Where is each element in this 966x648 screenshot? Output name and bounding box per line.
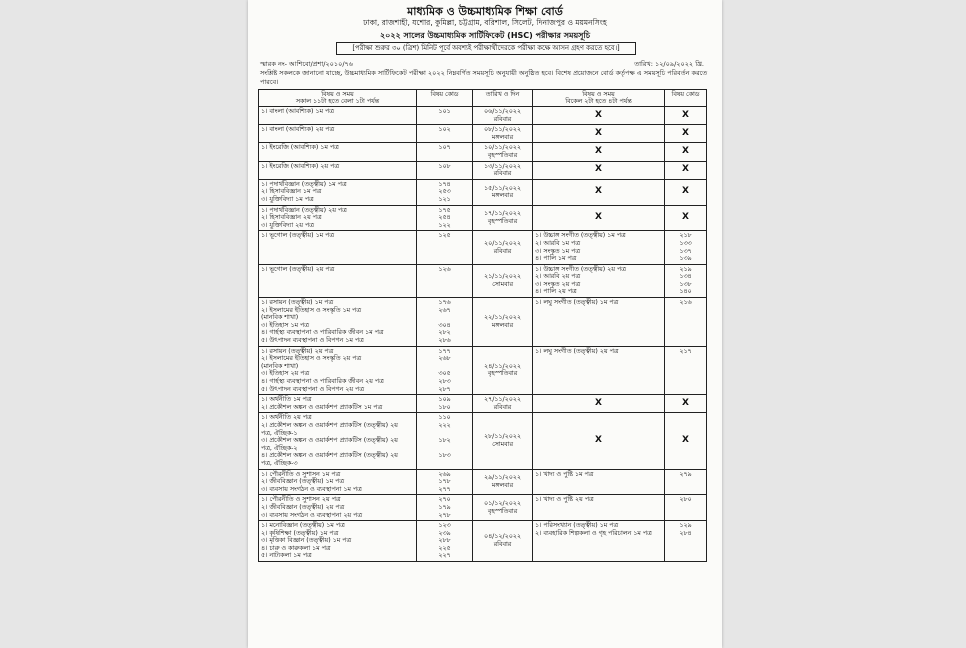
subject-code: ১৭৫ <box>438 206 451 214</box>
subject-code: ২৭৯ <box>679 470 692 478</box>
afternoon-subjects <box>533 346 665 395</box>
subject-code: ১২৫ <box>438 232 451 240</box>
subject-code: ২১৯ <box>679 265 692 273</box>
subject-line: ৪। প্রকৌশল অঙ্কন ও ওয়ার্কশপ প্র্যাকটিস (তত্ত্বীয়) ২য় <box>261 452 398 460</box>
subject-line: ৫। নাট্যকলা ১ম পত্র <box>261 552 312 560</box>
exam-day: মঙ্গলবার <box>491 481 514 489</box>
subject-code: ২৭০ <box>438 496 451 504</box>
exam-date: ২৪/১১/২০২২ <box>484 362 521 370</box>
exam-date: ১০/১১/২০২২ <box>484 144 521 152</box>
subject-code: ১৮০ <box>438 403 451 411</box>
morning-subjects <box>259 143 417 161</box>
exam-day: সোমবার <box>492 440 513 448</box>
exam-day: মঙ্গলবার <box>491 133 514 141</box>
subject-line: ৩। সংস্কৃত ২য় পত্র <box>535 280 581 288</box>
no-exam-mark: X <box>665 395 707 413</box>
morning-subjects <box>259 298 417 347</box>
header-afternoon-subject: বিষয় ও সময় বিকেল ২টা হতে ৪টা পর্যন্ত <box>533 90 665 107</box>
subject-line: ২। ইসলামের ইতিহাস ও সংস্কৃতি ১ম পত্র <box>261 306 361 314</box>
subject-code: ১০৯ <box>438 396 451 404</box>
exam-day: বৃহস্পতিবার <box>487 507 518 515</box>
table-row <box>259 107 707 125</box>
table-header-row <box>259 90 707 107</box>
exam-day: বৃহস্পতিবার <box>487 217 518 225</box>
afternoon-subjects <box>533 521 665 562</box>
exam-date: ১৭/১১/২০২২ <box>484 210 521 218</box>
exam-title: ২০২২ সালের উচ্চমাধ্যমিক সার্টিফিকেট (HSC) পরীক্ষার সময়সূচি <box>379 31 591 40</box>
subject-code: ১০৭ <box>438 144 451 152</box>
subject-code: ১৪০ <box>679 288 692 296</box>
subject-code: ১৮৩ <box>438 452 451 460</box>
no-exam-mark: X <box>533 179 665 205</box>
subject-line: ১। পরিসংখ্যান (তত্ত্বীয়) ১ম পত্র <box>535 522 619 530</box>
date-day-cell <box>473 521 533 562</box>
table-row <box>259 143 707 161</box>
subject-line: ১। উচ্চাঙ্গ সংগীত (তত্ত্বীয়) ১ম পত্র <box>535 232 626 240</box>
morning-codes <box>417 413 473 469</box>
subject-code: ২৮৮ <box>438 537 451 545</box>
date-day-cell <box>473 395 533 413</box>
subject-line: ১। ভূগোল (তত্ত্বীয়) ২য় পত্র <box>261 265 335 273</box>
subject-code: ২১৭ <box>679 347 692 355</box>
afternoon-codes <box>665 469 707 495</box>
table-row <box>259 125 707 143</box>
subject-line: ১। পদার্থবিজ্ঞান (তত্ত্বীয়) ২য় পত্র <box>261 206 347 214</box>
subject-code: ২৮৩ <box>438 378 451 385</box>
date-day-cell <box>473 205 533 231</box>
morning-codes <box>417 264 473 297</box>
subject-code: ১২২ <box>438 221 451 229</box>
subject-code: ১৭৯ <box>438 503 451 511</box>
subject-line: ৩। ইতিহাস ১ম পত্র <box>261 321 309 329</box>
no-exam-mark: X <box>533 413 665 469</box>
issue-date: তারিখ: ১২/০৯/২০২২ খ্রি. <box>634 60 704 68</box>
subject-code: ১৮২ <box>438 437 451 445</box>
morning-subjects <box>259 469 417 495</box>
exam-date: ২৮/১১/২০২২ <box>484 433 521 441</box>
subject-line: ২। ব্যবহারিক শিল্পকলা ও গৃহ পরিচালন ১ম পত্র <box>535 529 652 537</box>
subject-line: ২। আরবি ২য় পত্র <box>535 273 581 281</box>
no-exam-mark: X <box>665 143 707 161</box>
subject-code: ২৬৮ <box>438 355 451 363</box>
subject-line: ১। পৌরনীতি ও সুশাসন ২য় পত্র <box>261 496 341 504</box>
routine-document <box>248 0 722 648</box>
no-exam-mark: X <box>533 107 665 125</box>
subject-code: ২৮৬ <box>438 337 451 345</box>
subject-code: ১১০ <box>438 414 451 422</box>
subject-code: ১২৯ <box>679 522 692 530</box>
morning-codes <box>417 107 473 125</box>
no-exam-mark: X <box>533 395 665 413</box>
morning-subjects <box>259 346 417 395</box>
notice-text: সংশ্লিষ্ট সকলকে জানানো যাচ্ছে, উচ্চমাধ্যমিক সার্টিফিকেট পরীক্ষা ২০২২ নিম্নবর্ণিত সময়সূচি অনুযায়ী অনুষ্ঠিত হবে। বিশেষ প্রয়োজনে বোর্ড কর্তৃপক্ষ এ সময়সূচি পরিবর্তন করতে পারবে। <box>260 69 708 86</box>
subject-line: ৩। ব্যবসায় সংগঠন ও ব্যবস্থাপনা ১ম পত্র <box>261 485 362 493</box>
table-row <box>259 179 707 205</box>
morning-codes <box>417 205 473 231</box>
board-cities: ঢাকা, রাজশাহী, যশোর, কুমিল্লা, চট্টগ্রাম, বরিশাল, সিলেট, দিনাজপুর ও ময়মনসিংহ <box>363 18 607 27</box>
exam-day: রবিবার <box>493 170 512 178</box>
subject-code <box>419 430 470 438</box>
subject-line: ১। বাংলা (আবশ্যিক) ২য় পত্র <box>261 126 335 134</box>
exam-date: ১৫/১১/২০২২ <box>484 184 521 192</box>
exam-day: সোমবার <box>492 280 513 288</box>
subject-line: ৪। পালি ১ম পত্র <box>535 255 577 263</box>
subject-code: ২১৮ <box>679 232 692 240</box>
date-day-cell <box>473 495 533 521</box>
table-row <box>259 495 707 521</box>
morning-subjects <box>259 231 417 264</box>
reference-number: স্মারক নং- আশিবো/প্রশা/২০১০/৭৬ <box>260 60 353 68</box>
afternoon-codes <box>665 231 707 264</box>
subject-code: ১২৬ <box>438 265 451 273</box>
date-day-cell <box>473 107 533 125</box>
afternoon-subjects <box>533 231 665 264</box>
morning-codes <box>417 125 473 143</box>
subject-line: ১। খাদ্য ও পুষ্টি ১ম পত্র <box>535 470 594 478</box>
subject-code: ২৫৩ <box>438 188 451 196</box>
morning-codes <box>417 179 473 205</box>
subject-line: ১। ইংরেজি (আবশ্যিক) ১ম পত্র <box>261 144 339 152</box>
subject-code: ২৩৯ <box>438 529 451 537</box>
subject-code: ১৩৯ <box>679 255 692 263</box>
afternoon-codes <box>665 495 707 521</box>
subject-line: ১। লঘু সংগীত (তত্ত্বীয়) ১ম পত্র <box>535 299 619 307</box>
date-day-cell <box>473 346 533 395</box>
date-day-cell <box>473 413 533 469</box>
subject-line: পত্র, ঐচ্ছিক-৩ <box>261 459 298 467</box>
exam-date: ২৭/১১/২০২২ <box>484 396 521 404</box>
date-day-cell <box>473 161 533 179</box>
no-exam-mark: X <box>665 161 707 179</box>
subject-line: ১। লঘু সংগীত (তত্ত্বীয়) ২য় পত্র <box>535 347 619 355</box>
subject-code: ২১৬ <box>679 299 692 307</box>
table-row <box>259 413 707 469</box>
subject-line: ৩। যুক্তিবিদ্যা ১ম পত্র <box>261 195 314 203</box>
subject-code: ১২১ <box>438 195 451 203</box>
date-day-cell <box>473 143 533 161</box>
subject-line: ৩। মৃত্তিকা বিজ্ঞান (তত্ত্বীয়) ১ম পত্র <box>261 537 352 545</box>
exam-date: ২০/১১/২০২২ <box>484 239 521 247</box>
exam-date: ০৬/১১/২০২২ <box>484 108 521 115</box>
table-row <box>259 346 707 395</box>
subject-code: ২৬৭ <box>438 306 451 314</box>
subject-code: ১০৮ <box>438 162 451 170</box>
date-day-cell <box>473 469 533 495</box>
subject-line: পত্র, ঐচ্ছিক-২ <box>261 444 298 452</box>
subject-line: ১। অর্থনীতি ২য় পত্র <box>261 414 312 422</box>
no-exam-mark: X <box>665 413 707 469</box>
exam-instruction: [পরীক্ষা শুরুর ৩০ (ত্রিশ) মিনিট পূর্বে অবশ্যই পরীক্ষার্থীদেরকে পরীক্ষা কক্ষে আসন গ্রহণ করতে হবে।] <box>336 42 636 55</box>
table-row <box>259 264 707 297</box>
morning-subjects <box>259 161 417 179</box>
subject-line: ১। উচ্চাঙ্গ সংগীত (তত্ত্বীয়) ২য় পত্র <box>535 265 626 273</box>
subject-line: ১। ইংরেজি (আবশ্যিক) ২য় পত্র <box>261 162 339 170</box>
afternoon-codes <box>665 521 707 562</box>
table-row <box>259 521 707 562</box>
subject-line: ২। আরবি ১ম পত্র <box>535 239 580 247</box>
no-exam-mark: X <box>665 107 707 125</box>
morning-subjects <box>259 413 417 469</box>
subject-line: ১। পৌরনীতি ও সুশাসন ১ম পত্র <box>261 470 341 478</box>
subject-line: ৪। গার্হস্থ্য ব্যবস্থাপনা ও পারিবারিক জীবন ২য় পত্র <box>261 378 384 385</box>
afternoon-codes <box>665 346 707 395</box>
subject-line: ৫। উৎপাদন ব্যবস্থাপনা ও বিপণন ২য় পত্র <box>261 385 364 393</box>
subject-code: ১৩৭ <box>679 247 692 255</box>
board-title: মাধ্যমিক ও উচ্চমাধ্যমিক শিক্ষা বোর্ড <box>407 5 563 18</box>
exam-day: বৃহস্পতিবার <box>487 151 518 159</box>
subject-code: ২২৭ <box>438 552 451 560</box>
subject-line: (মানবিক শাখা) <box>261 362 299 370</box>
subject-code: ১৭৬ <box>438 299 451 307</box>
subject-line: ২। প্রকৌশল অঙ্কন ও ওয়ার্কশপ প্র্যাকটিস (তত্ত্বীয়) ২য় <box>261 421 398 429</box>
morning-codes <box>417 143 473 161</box>
exam-date: ২১/১১/২০২২ <box>484 273 521 281</box>
no-exam-mark: X <box>533 143 665 161</box>
no-exam-mark: X <box>533 125 665 143</box>
subject-code <box>419 460 470 468</box>
morning-subjects <box>259 125 417 143</box>
date-day-cell <box>473 298 533 347</box>
afternoon-subjects <box>533 495 665 521</box>
morning-codes <box>417 495 473 521</box>
subject-code: ২২৫ <box>438 544 451 552</box>
morning-codes <box>417 298 473 347</box>
subject-code <box>419 363 470 371</box>
subject-line: ২। কৃষিশিক্ষা (তত্ত্বীয়) ১ম পত্র <box>261 529 339 537</box>
morning-codes <box>417 469 473 495</box>
subject-code: ২৮২ <box>438 329 451 337</box>
afternoon-subjects <box>533 298 665 347</box>
table-row <box>259 298 707 347</box>
exam-day: মঙ্গলবার <box>491 321 514 329</box>
subject-line: ১। মনোবিজ্ঞান (তত্ত্বীয়) ১ম পত্র <box>261 522 345 530</box>
subject-code: ১৭৭ <box>438 347 451 355</box>
subject-code: ২৮৭ <box>438 385 451 393</box>
exam-date: ২৯/১১/২০২২ <box>484 474 521 482</box>
subject-code: ২৮০ <box>679 496 692 504</box>
morning-codes <box>417 231 473 264</box>
no-exam-mark: X <box>533 205 665 231</box>
morning-codes <box>417 161 473 179</box>
subject-code: ২৭৮ <box>438 511 451 519</box>
subject-line: ১। বাংলা (আবশ্যিক) ১ম পত্র <box>261 108 334 115</box>
subject-line: ১। রসায়ন (তত্ত্বীয়) ২য় পত্র <box>261 347 334 355</box>
exam-date: ০৪/১২/২০২২ <box>484 533 521 541</box>
exam-date: ০১/১২/২০২২ <box>484 500 521 508</box>
morning-subjects <box>259 264 417 297</box>
subject-code: ২৮৪ <box>679 529 692 537</box>
subject-line: ২। হিসাববিজ্ঞান ১ম পত্র <box>261 188 322 196</box>
subject-code: ১২৩ <box>438 522 451 530</box>
subject-line: ১। পদার্থবিজ্ঞান (তত্ত্বীয়) ১ম পত্র <box>261 180 347 188</box>
table-row <box>259 469 707 495</box>
subject-code: ১৭৮ <box>438 478 451 486</box>
no-exam-mark: X <box>665 179 707 205</box>
subject-code <box>419 314 470 322</box>
table-row <box>259 231 707 264</box>
afternoon-subjects <box>533 469 665 495</box>
afternoon-subjects <box>533 264 665 297</box>
morning-subjects <box>259 521 417 562</box>
morning-codes <box>417 521 473 562</box>
subject-line: (মানবিক শাখা) <box>261 314 299 322</box>
afternoon-codes <box>665 264 707 297</box>
no-exam-mark: X <box>665 125 707 143</box>
date-day-cell <box>473 231 533 264</box>
subject-code: ১০২ <box>438 126 451 134</box>
no-exam-mark: X <box>533 161 665 179</box>
subject-code: ১৩৮ <box>679 280 692 288</box>
subject-line: ১। ভূগোল (তত্ত্বীয়) ১ম পত্র <box>261 232 335 240</box>
header-date-day: তারিখ ও দিন <box>473 90 533 107</box>
table-row <box>259 395 707 413</box>
subject-line: পত্র, ঐচ্ছিক-১ <box>261 429 298 437</box>
subject-code: ১০১ <box>438 108 451 115</box>
table-row <box>259 205 707 231</box>
header-morning-subject: বিষয় ও সময় সকাল ১১টা হতে বেলা ১টা পর্যন্ত <box>259 90 417 107</box>
subject-code: ২৬৯ <box>438 470 451 478</box>
subject-code: ২২২ <box>438 421 451 429</box>
subject-line: ২। জীববিজ্ঞান (তত্ত্বীয়) ২য় পত্র <box>261 503 345 511</box>
exam-day: মঙ্গলবার <box>491 192 514 200</box>
morning-subjects <box>259 495 417 521</box>
subject-line: ২। প্রকৌশল অঙ্কন ও ওয়ার্কশপ প্র্যাকটিস ১ম পত্র <box>261 403 383 411</box>
subject-line: ৩। যুক্তিবিদ্যা ২য় পত্র <box>261 221 314 229</box>
afternoon-codes <box>665 298 707 347</box>
subject-code: ৩০৪ <box>438 321 451 329</box>
date-day-cell <box>473 125 533 143</box>
no-exam-mark: X <box>665 205 707 231</box>
subject-code: ১৩৪ <box>679 273 692 281</box>
subject-line: ১। রসায়ন (তত্ত্বীয়) ১ম পত্র <box>261 299 334 307</box>
header-code-2: বিষয় কোড <box>665 90 707 107</box>
morning-codes <box>417 395 473 413</box>
table-row <box>259 161 707 179</box>
date-day-cell <box>473 264 533 297</box>
subject-code: ৩০৫ <box>438 370 451 378</box>
exam-date: ২২/১১/২০২২ <box>484 314 521 322</box>
header-code: বিষয় কোড <box>417 90 473 107</box>
exam-day: বৃহস্পতিবার <box>487 370 518 378</box>
subject-line: ৪। চারু ও কারুকলা ১ম পত্র <box>261 544 331 552</box>
exam-day: রবিবার <box>493 541 512 549</box>
subject-line: ২। ইসলামের ইতিহাস ও সংস্কৃতি ২য় পত্র <box>261 355 362 363</box>
morning-subjects <box>259 179 417 205</box>
morning-subjects <box>259 395 417 413</box>
subject-line: ৫। উৎপাদন ব্যবস্থাপনা ও বিপণন ১ম পত্র <box>261 337 364 345</box>
subject-line: ৩। ইতিহাস ২য় পত্র <box>261 370 310 378</box>
subject-line: ৩। সংস্কৃত ১ম পত্র <box>535 247 580 255</box>
subject-code <box>419 445 470 453</box>
exam-day: রবিবার <box>493 247 512 255</box>
subject-code: ২৫৪ <box>438 214 451 222</box>
subject-line: ২। হিসাববিজ্ঞান ২য় পত্র <box>261 214 322 222</box>
exam-schedule-table <box>258 89 707 562</box>
subject-line: ১। অর্থনীতি ১ম পত্র <box>261 396 312 404</box>
morning-subjects <box>259 107 417 125</box>
subject-line: ১। খাদ্য ও পুষ্টি ২য় পত্র <box>535 496 594 504</box>
subject-line: ২। জীববিজ্ঞান (তত্ত্বীয়) ১ম পত্র <box>261 478 345 486</box>
morning-codes <box>417 346 473 395</box>
subject-line: ৪। গার্হস্থ্য ব্যবস্থাপনা ও পারিবারিক জীবন ১ম পত্র <box>261 329 384 337</box>
morning-subjects <box>259 205 417 231</box>
date-day-cell <box>473 179 533 205</box>
subject-code: ২৭৭ <box>438 485 451 493</box>
subject-code: ১৩৩ <box>679 239 692 247</box>
exam-date: ১৩/১১/২০২২ <box>484 162 521 170</box>
subject-line: ৩। প্রকৌশল অঙ্কন ও ওয়ার্কশপ প্র্যাকটিস (তত্ত্বীয়) ২য় <box>261 437 398 445</box>
subject-line: ৪। পালি ২য় পত্র <box>535 288 577 296</box>
subject-line: ৩। ব্যবসায় সংগঠন ও ব্যবস্থাপনা ২য় পত্র <box>261 511 363 519</box>
exam-day: রবিবার <box>493 403 512 411</box>
exam-date: ০৮/১১/২০২২ <box>484 126 521 134</box>
exam-day: রবিবার <box>493 115 512 123</box>
subject-code: ১৭৪ <box>438 180 451 188</box>
